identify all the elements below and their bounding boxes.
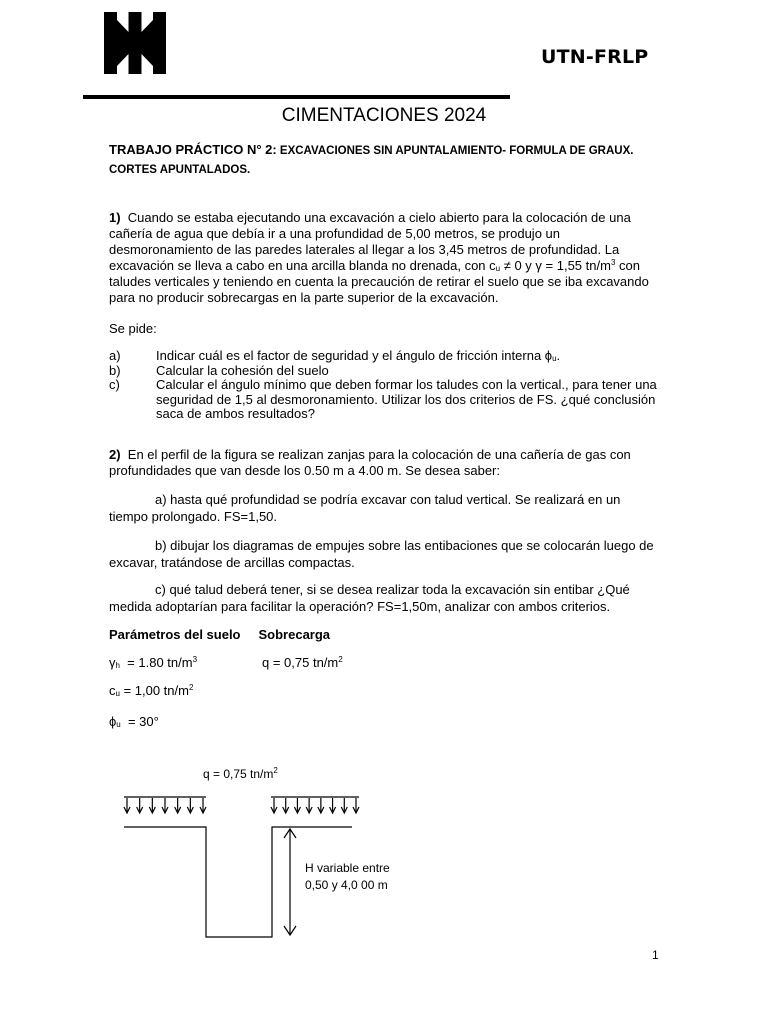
surcharge-arrow [341,798,347,813]
utn-logo-icon [104,12,166,74]
surcharge-arrow [124,798,130,813]
question-2-part-b: b) dibujar los diagramas de empujes sobre las entibaciones que se colocarán luego de excavar, tratándose de arcillas compactas. [109,538,654,570]
surcharge-arrow [283,798,289,813]
surcharge-arrow [353,798,359,813]
assignment-prefix: TRABAJO PRÁCTICO N° 2: [109,142,277,157]
param-gamma: $\gamma_h = 1.80$ $tn/m^3$ [109,655,198,670]
param-phi: $\phi_u = 30^\circ$ [109,714,159,729]
question-1-number: 1) [109,210,121,225]
trench-diagram [0,760,768,950]
depth-dimension-arrow [284,829,296,935]
surcharge-arrow [175,798,181,813]
surcharge-arrow [271,798,277,813]
param-cu: $c_u = 1,00$ $tn/m^2$ [109,683,194,698]
document-title: CIMENTACIONES 2024 [281,105,487,126]
header-rule [83,95,510,99]
assignment-topic: EXCAVACIONES SIN APUNTALAMIENTO- FORMULA DE GRAUX. CORTES APUNTALADOS. [109,145,634,176]
params-heading: Parámetros del suelo Sobrecarga [109,627,331,642]
assignment-heading [109,141,669,179]
surcharge-arrow [149,798,155,813]
surcharge-arrow [162,798,168,813]
se-pide-label: Se pide: [109,321,157,336]
question-2-part-a: a) hasta qué profundidad se podría excavar con talud vertical. Se realizará en un tiempo prolongado. FS=1,50. [109,492,621,524]
question-2: 2) En el perfil de la figura se realizan zanjas para la colocación de una cañería de gas con profundidades que van desde los 0.50 m a 4.00 m. Se desea saber: [109,447,631,478]
surcharge-arrow [330,798,336,813]
surcharge-right [271,797,359,813]
figure-q-label: q = 0,75 $tn/m^2$ [203,766,278,781]
surcharge-arrow [187,798,193,813]
question-2-part-c: c) qué talud deberá tener, si se desea realizar toda la excavación sin entibar ¿Qué medida adoptarían para facilitar la operación? FS=1,50m, analizar con ambos criterios. [109,582,630,614]
question-1-list [109,349,669,422]
depth-note: H variable entre 0,50 y 4,0 00 m [305,861,390,892]
surcharge-arrow [294,798,300,813]
surcharge-arrow [306,798,312,813]
brand-name: UTN-FRLP [541,46,649,68]
surcharge-arrow [137,798,143,813]
page-number: 1 [652,948,659,962]
list-item: c) Calcular el ángulo mínimo que deben formar los taludes con la vertical., para tener una seguridad de 1,5 al desmoronamiento. Utilizar los dos criterios de FS. ¿qué conclusión saca de ambos resultados? [109,377,657,421]
surcharge-arrow [318,798,324,813]
surcharge-left [124,797,206,813]
list-item: a) Indicar cuál es el factor de seguridad y el ángulo de fricción interna $\phi_u$. [109,348,561,363]
surcharge-arrow [200,798,206,813]
param-q: q = 0,75 $tn/m^2$ [262,655,343,670]
list-item: b) Calcular la cohesión del suelo [109,362,329,378]
question-1: 1) Cuando se estaba ejecutando una excavación a cielo abierto para la colocación de una cañería de agua que debía ir a una profundidad de 5,00 metros, se produjo un desmoronamiento de las paredes laterales al llegar a los 3,45 metros de profundidad. La excavación se lleva a cabo en una arcilla blanda no drenada, con $c_u \ne 0$ y γ = 1,55 $tn/m^3$ con taludes verticales y teniendo en cuenta la precaución de retirar el suelo que se iba excavando para no producir sobrecargas en la parte superior de la excavación. [109,210,649,305]
question-2-number: 2) [109,447,121,462]
